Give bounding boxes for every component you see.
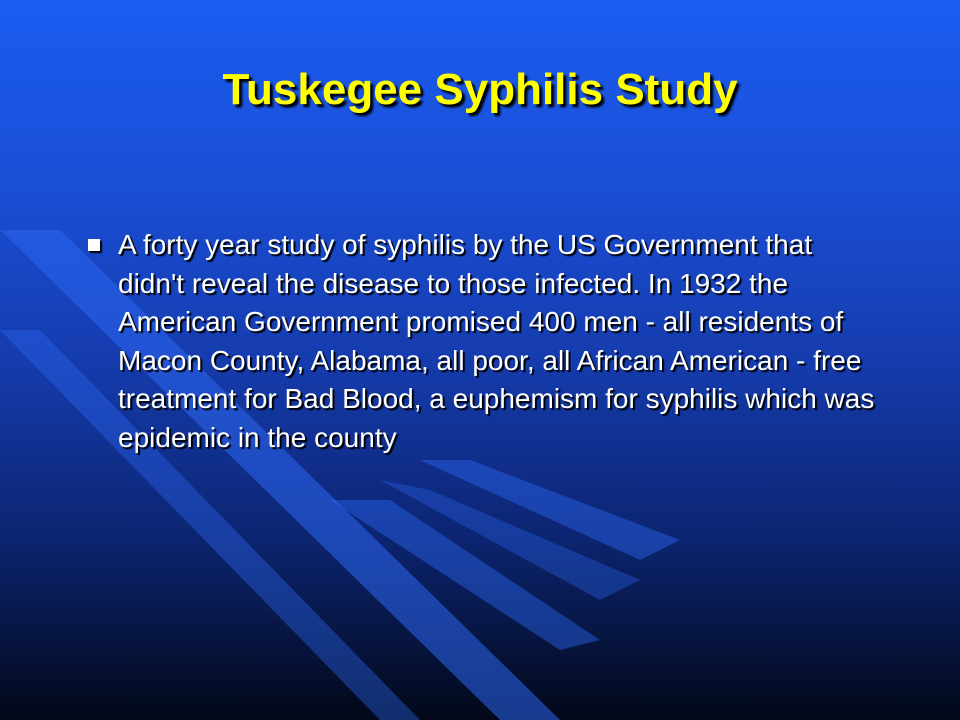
- bullet-text: A forty year study of syphilis by the US Government that didn't reveal the disease to those infected. In 1932 the American Government promised 400 men - all residents of Macon County, Alabama, all poor, all African American - free treatment for Bad Blood, a euphemism for syphilis which was epidemic in the county: [118, 229, 875, 453]
- square-bullet-icon: [88, 239, 100, 251]
- bullet-item: [88, 226, 878, 457]
- slide-title: Tuskegee Syphilis Study: [222, 65, 738, 114]
- bullet-list: [88, 226, 878, 457]
